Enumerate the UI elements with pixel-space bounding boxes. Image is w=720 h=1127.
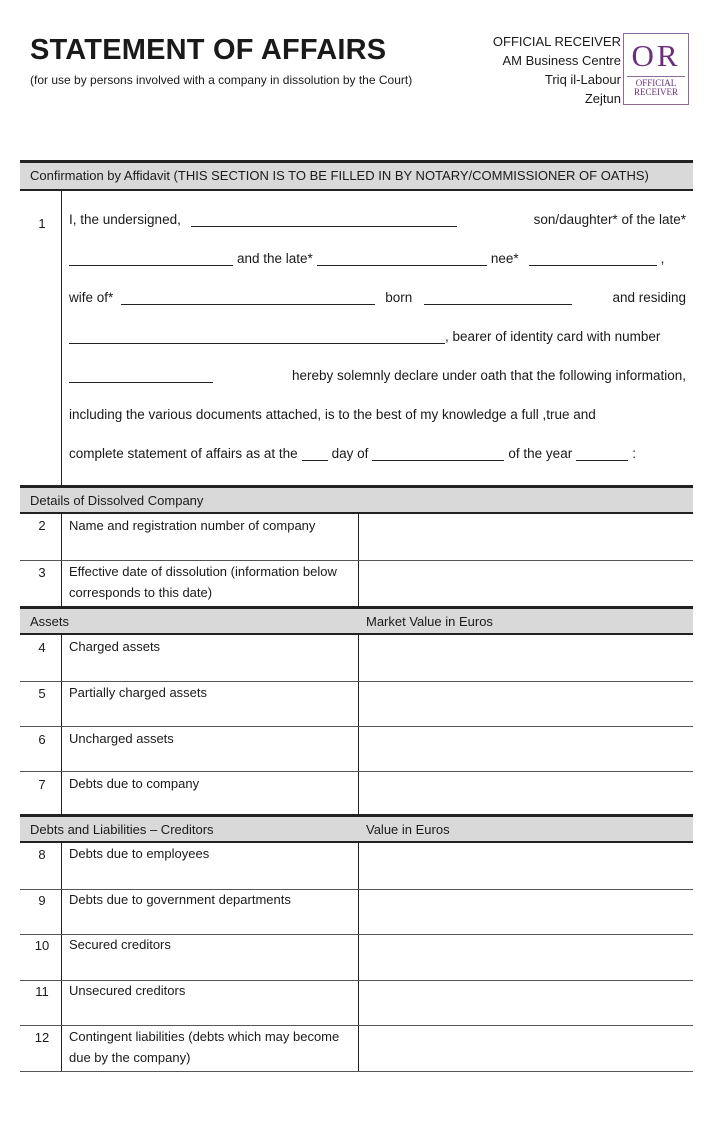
- year-blank[interactable]: [576, 448, 628, 461]
- row-number: 1: [38, 216, 46, 231]
- affidavit-text: including the various documents attached, is to the best of my knowledge a full ,true and: [69, 407, 596, 422]
- table-divider: [61, 635, 62, 814]
- employee-debts-cell[interactable]: [359, 843, 693, 889]
- logo-caption: OFFICIAL RECEIVER: [627, 76, 685, 97]
- row-number: 2: [38, 518, 46, 533]
- section-title: Assets: [30, 614, 70, 629]
- row-number: 7: [38, 777, 46, 792]
- address-line: Zejtun: [584, 91, 621, 106]
- address-line: Triq il-Labour: [544, 72, 621, 87]
- row-label: Secured creditors: [69, 937, 171, 952]
- mother-blank[interactable]: [317, 253, 487, 266]
- logo-initials: OR: [631, 38, 681, 73]
- row-label: Partially charged assets: [69, 685, 208, 700]
- row-label: Unsecured creditors: [69, 983, 186, 998]
- assets-section-heading: [20, 606, 693, 635]
- affidavit-line-4: [69, 329, 686, 344]
- section-title: Details of Dissolved Company: [30, 493, 204, 508]
- charged-assets-cell[interactable]: [359, 635, 693, 681]
- row-number: 6: [38, 732, 46, 747]
- affidavit-line-2: [69, 251, 686, 266]
- month-blank[interactable]: [372, 448, 504, 461]
- affidavit-text: son/daughter* of the late*: [533, 212, 686, 227]
- office-address: [493, 32, 621, 108]
- affidavit-line-1: [69, 212, 686, 227]
- affidavit-text: born: [385, 290, 413, 305]
- affidavit-text: wife of*: [69, 290, 114, 305]
- secured-creditors-cell[interactable]: [359, 935, 693, 980]
- id-number-blank[interactable]: [69, 370, 213, 383]
- debts-section-heading: [20, 814, 693, 843]
- uncharged-assets-cell[interactable]: [359, 727, 693, 771]
- row-number: 10: [34, 938, 50, 953]
- company-value-cell[interactable]: [359, 514, 693, 560]
- father-blank[interactable]: [69, 253, 233, 266]
- affidavit-text: nee*: [490, 251, 519, 266]
- row-label: Effective date of dissolution (information below corresponds to this date): [69, 564, 337, 600]
- row-label: Debts due to government departments: [69, 892, 291, 907]
- row-label: Uncharged assets: [69, 731, 174, 746]
- contingent-liabilities-cell[interactable]: [359, 1026, 693, 1071]
- affidavit-text: and residing: [612, 290, 686, 305]
- birth-blank[interactable]: [424, 292, 572, 305]
- column-header: Value in Euros: [366, 822, 450, 837]
- row-label: Debts due to employees: [69, 846, 210, 861]
- row-number: 4: [38, 640, 46, 655]
- unsecured-creditors-cell[interactable]: [359, 981, 693, 1025]
- form-title: STATEMENT OF AFFAIRS: [30, 34, 387, 66]
- affidavit-divider: [61, 191, 62, 486]
- affidavit-text: , bearer of identity card with number: [445, 329, 661, 344]
- row-number: 11: [35, 984, 49, 999]
- affidavit-text: ,: [660, 251, 665, 266]
- debts-due-company-cell[interactable]: [359, 772, 693, 814]
- row-number: 3: [38, 565, 46, 580]
- row-label: Debts due to company: [69, 776, 200, 791]
- affidavit-text: I, the undersigned,: [69, 212, 181, 227]
- residence-blank[interactable]: [69, 331, 445, 344]
- maiden-name-blank[interactable]: [529, 253, 657, 266]
- form-subtitle: (for use by persons involved with a company in dissolution by the Court): [30, 73, 413, 87]
- row-label: Charged assets: [69, 639, 161, 654]
- row-number: 12: [34, 1030, 50, 1045]
- section-title: Debts and Liabilities – Creditors: [30, 822, 214, 837]
- name-blank[interactable]: [191, 214, 457, 227]
- affidavit-text: and the late*: [237, 251, 313, 266]
- column-header: Market Value in Euros: [366, 614, 493, 629]
- affidavit-text: complete statement of affairs as at the: [69, 446, 298, 461]
- row-separator: [20, 1071, 693, 1072]
- table-divider: [61, 843, 62, 1072]
- affidavit-line-7: [69, 446, 686, 461]
- affidavit-line-6: [69, 407, 686, 422]
- affidavit-text: day of: [331, 446, 369, 461]
- dissolution-date-cell[interactable]: [359, 561, 693, 606]
- partially-charged-assets-cell[interactable]: [359, 682, 693, 726]
- company-section-heading: [20, 485, 693, 514]
- affidavit-line-5: [69, 368, 686, 383]
- spouse-blank[interactable]: [121, 292, 375, 305]
- affidavit-heading-text: Confirmation by Affidavit (THIS SECTION IS TO BE FILLED IN BY NOTARY/COMMISSIONER OF OATHS): [30, 168, 649, 183]
- address-line: OFFICIAL RECEIVER: [492, 34, 621, 49]
- government-debts-cell[interactable]: [359, 890, 693, 934]
- affidavit-text: hereby solemnly declare under oath that the following information,: [292, 368, 686, 383]
- row-number: 8: [38, 847, 46, 862]
- affidavit-line-3: [69, 290, 686, 305]
- official-receiver-logo: [623, 33, 689, 105]
- row-number: 5: [38, 686, 46, 701]
- row-label: Contingent liabilities (debts which may become due by the company): [69, 1029, 340, 1065]
- address-line: AM Business Centre: [502, 53, 621, 68]
- row-number: 9: [38, 893, 46, 908]
- affidavit-text: :: [632, 446, 636, 461]
- row-label: Name and registration number of company: [69, 518, 316, 533]
- affidavit-heading: [20, 160, 693, 191]
- affidavit-text: of the year: [508, 446, 573, 461]
- day-blank[interactable]: [302, 448, 328, 461]
